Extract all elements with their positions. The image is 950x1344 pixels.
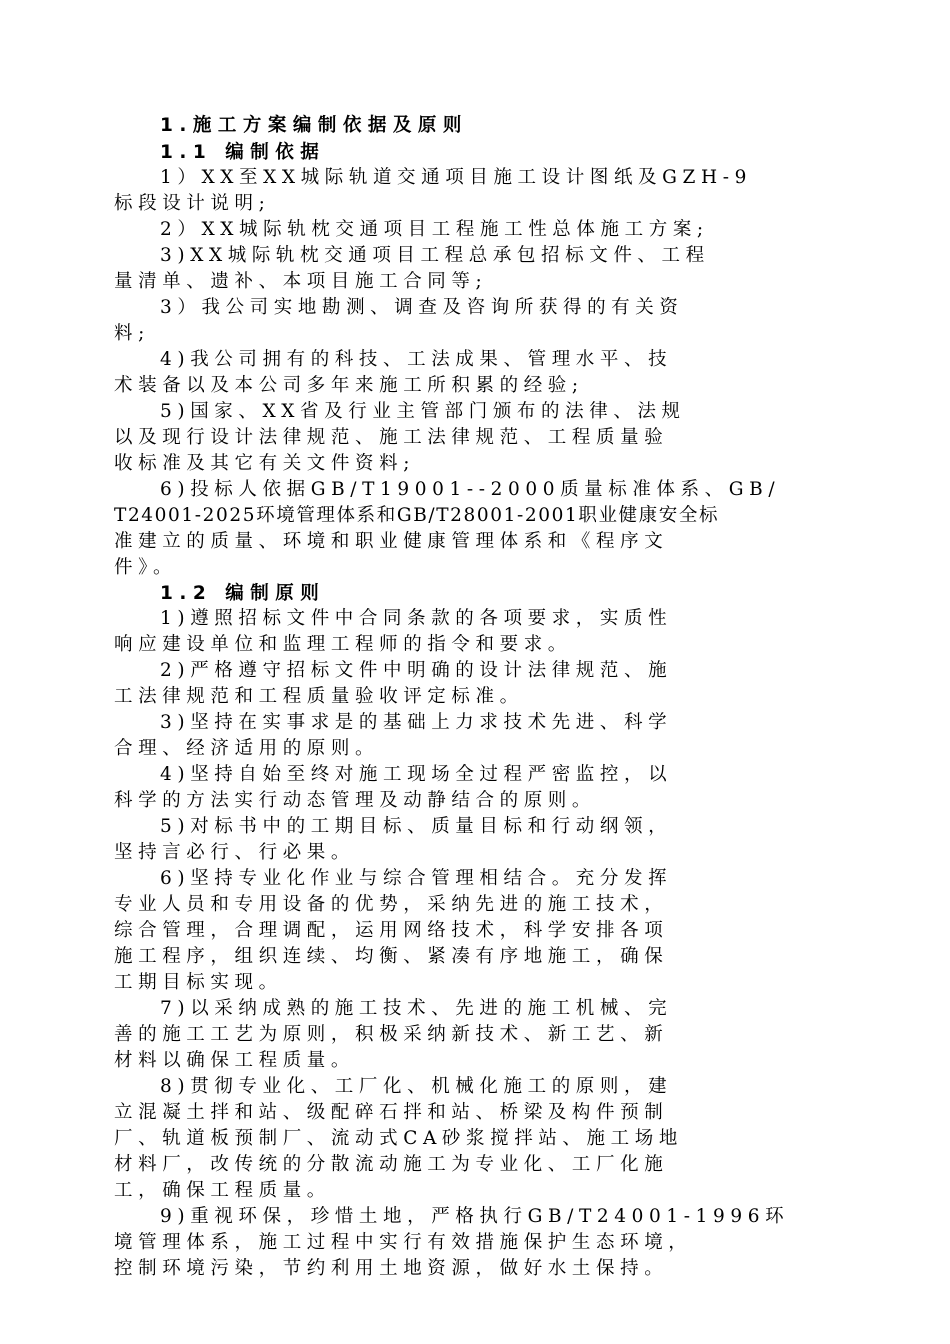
paragraph-line: 量清单、遗补、本项目施工合同等; [114, 271, 488, 292]
paragraph-line: 2)严格遵守招标文件中明确的设计法律规范、施 [160, 660, 673, 681]
paragraph-line: 善的施工工艺为原则，积极采纳新技术、新工艺、新 [114, 1024, 669, 1045]
paragraph-line: 厂、轨道板预制厂、流动式CA砂浆搅拌站、施工场地 [114, 1128, 683, 1149]
paragraph-line: 6)投标人依据GB/T19001--2000质量标准体系、GB/ [160, 479, 781, 500]
paragraph-line: 境管理体系，施工过程中实行有效措施保护生态环境， [114, 1232, 693, 1253]
paragraph-line: 4)坚持自始至终对施工现场全过程严密监控，以 [160, 764, 673, 785]
paragraph-line: 材料厂，改传统的分散流动施工为专业化、工厂化施 [114, 1154, 669, 1175]
paragraph-line: 控制环境污染，节约利用土地资源，做好水土保持。 [114, 1258, 669, 1279]
paragraph-line: 1）XX至XX城际轨道交通项目施工设计图纸及GZH-9 [160, 167, 752, 188]
paragraph-line: 5)对标书中的工期目标、质量目标和行动纲领， [160, 816, 673, 837]
paragraph-line: 料; [114, 323, 150, 344]
paragraph-line: 8)贯彻专业化、工厂化、机械化施工的原则，建 [160, 1076, 673, 1097]
paragraph-line: 7)以采纳成熟的施工技术、先进的施工机械、完 [160, 998, 673, 1019]
document-heading: 1.施工方案编制依据及原则 [160, 115, 468, 136]
paragraph-line: 坚持言必行、行必果。 [114, 842, 356, 863]
paragraph-line: 以及现行设计法律规范、施工法律规范、工程质量验 [114, 427, 669, 448]
section-title-principles: 1.2 编制原则 [160, 583, 326, 604]
paragraph-line: 工法律规范和工程质量验收评定标准。 [114, 686, 524, 707]
paragraph-line: 术装备以及本公司多年来施工所积累的经验; [114, 375, 584, 396]
section-title-basis: 1.1 编制依据 [160, 142, 326, 163]
paragraph-line: 合理、经济适用的原则。 [114, 738, 380, 759]
paragraph-line: 施工程序，组织连续、均衡、紧凑有序地施工，确保 [114, 946, 669, 967]
document-page [114, 112, 844, 1282]
paragraph-line: 科学的方法实行动态管理及动静结合的原则。 [114, 790, 597, 811]
paragraph-line: 1)遵照招标文件中合同条款的各项要求，实质性 [160, 608, 673, 629]
paragraph-line: 响应建设单位和监理工程师的指令和要求。 [114, 634, 572, 655]
paragraph-line: 准建立的质量、环境和职业健康管理体系和《程序文 [114, 531, 669, 552]
paragraph-line: 材料以确保工程质量。 [114, 1050, 356, 1071]
paragraph-line: 3）我公司实地勘测、调查及咨询所获得的有关资 [160, 297, 684, 318]
paragraph-line: 件》。 [114, 557, 178, 578]
paragraph-line: 2）XX城际轨枕交通项目工程施工性总体施工方案; [160, 219, 709, 240]
paragraph-line: 9)重视环保，珍惜土地，严格执行GB/T24001-1996环 [160, 1206, 790, 1227]
paragraph-line: 专业人员和专用设备的优势，采纳先进的施工技术， [114, 894, 669, 915]
paragraph-line: 5)国家、XX省及行业主管部门颁布的法律、法规 [160, 401, 686, 422]
paragraph-line: 工期目标实现。 [114, 972, 283, 993]
paragraph-line: 标段设计说明; [114, 193, 271, 214]
paragraph-line: 4)我公司拥有的科技、工法成果、管理水平、技 [160, 349, 673, 370]
paragraph-line: 6)坚持专业化作业与综合管理相结合。充分发挥 [160, 868, 673, 889]
paragraph-line: 3)坚持在实事求是的基础上力求技术先进、科学 [160, 712, 673, 733]
paragraph-line: T24001-2025环境管理体系和GB/T28001-2001职业健康安全标 [114, 505, 720, 526]
paragraph-line: 工，确保工程质量。 [114, 1180, 331, 1201]
paragraph-line: 立混凝土拌和站、级配碎石拌和站、桥梁及构件预制 [114, 1102, 669, 1123]
paragraph-line: 收标准及其它有关文件资料; [114, 453, 416, 474]
paragraph-line: 3)XX城际轨枕交通项目工程总承包招标文件、工程 [160, 245, 710, 266]
paragraph-line: 综合管理，合理调配，运用网络技术，科学安排各项 [114, 920, 669, 941]
